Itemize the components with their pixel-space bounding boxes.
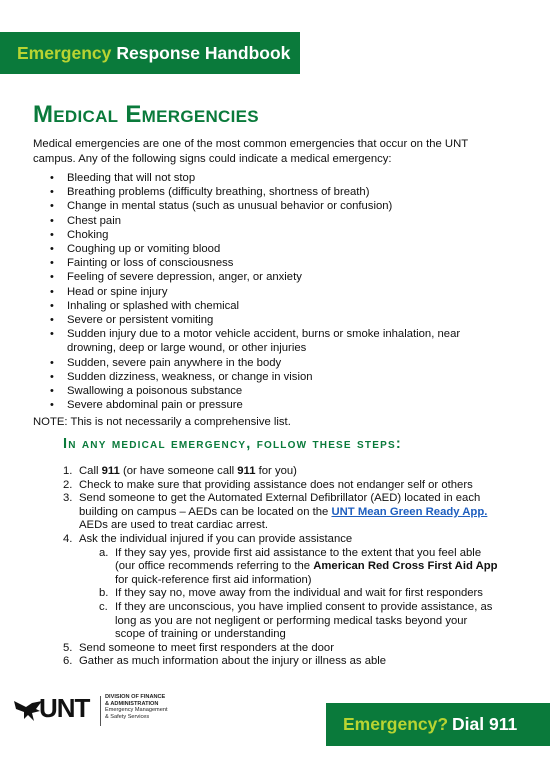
list-item: • Breathing problems (difficulty breathing, shortness of breath) [50, 185, 490, 199]
unt-wordmark: UNT [39, 693, 90, 723]
list-item: • Severe or persistent vomiting [50, 313, 490, 327]
note-text: NOTE: This is not necessarily a comprehensive list. [33, 416, 291, 428]
substep-item: c. If they are unconscious, you have implied consent to provide assistance, as long as you are not negligent or performing medical tasks beyond your scope of training or understanding [99, 600, 493, 641]
list-item: • Severe abdominal pain or pressure [50, 398, 490, 412]
signs-list [50, 171, 490, 412]
list-item: • Feeling of severe depression, anger, or anxiety [50, 270, 490, 284]
list-item: • Inhaling or splashed with chemical [50, 299, 490, 313]
list-item: • Coughing up or vomiting blood [50, 242, 490, 256]
page-title: Medical Emergencies [33, 101, 259, 128]
unt-logo [12, 691, 172, 731]
steps-heading: In any medical emergency, follow these steps: [63, 436, 402, 452]
list-item: • Change in mental status (such as unusual behavior or confusion) [50, 199, 490, 213]
step-item: 1. Call 911 (or have someone call 911 for you) [63, 465, 297, 477]
footer-highlight: Emergency? [343, 714, 449, 734]
step-item: 3. Send someone to get the Automated External Defibrillator (AED) located in each building on campus – AEDs can be located on the UNT Mean Green Ready App. AEDs are used to treat cardiac arrest. [63, 492, 488, 532]
substeps-list [79, 547, 500, 642]
footer-dial: Dial 911 [452, 714, 518, 734]
header-title: Response Handbook [116, 42, 291, 63]
list-item: • Choking [50, 228, 490, 242]
list-item: • Fainting or loss of consciousness [50, 256, 490, 270]
list-item: • Head or spine injury [50, 285, 490, 299]
list-item: • Sudden injury due to a motor vehicle accident, burns or smoke inhalation, near drowning, deep or large wound, or other injuries [50, 327, 490, 355]
list-item: • Sudden dizziness, weakness, or change in vision [50, 370, 490, 384]
logo-divider [100, 696, 101, 726]
list-item: • Sudden, severe pain anywhere in the body [50, 356, 490, 370]
list-item: • Chest pain [50, 214, 490, 228]
substep-item: b. If they say no, move away from the individual and wait for first responders [99, 587, 483, 600]
step-item: 5. Send someone to meet first responders at the door [63, 641, 334, 654]
footer-banner [326, 703, 550, 746]
step-item: 2. Check to make sure that providing assistance does not endanger self or others [63, 478, 473, 491]
header-highlight: Emergency [17, 42, 112, 63]
department-name: DIVISION OF FINANCE & ADMINISTRATION Emergency Management & Safety Services [105, 694, 168, 720]
list-item: • Swallowing a poisonous substance [50, 384, 490, 398]
step-item: 4. Ask the individual injured if you can provide assistance a. If they say yes, provide first aid assistance to the extent that you feel able (our office recommends referring to the American Red Cross First Aid App for quick-reference first aid information) b. If they say no, move away from the individual and wait for first responders c. If they are unconscious, you have implied consent to provide assistance, as long as you are not negligent or performing medical tasks beyond your scope of training or understanding [63, 533, 500, 642]
intro-paragraph: Medical emergencies are one of the most common emergencies that occur on the UNT campus. Any of the following signs could indicate a medical emergency: [33, 138, 468, 165]
header-banner [0, 32, 300, 74]
steps-list [63, 465, 500, 669]
list-item: • Bleeding that will not stop [50, 171, 490, 185]
step-item: 6. Gather as much information about the injury or illness as able [63, 655, 387, 668]
mean-green-ready-app-link[interactable]: UNT Mean Green Ready App. [331, 505, 488, 518]
substep-item: a. If they say yes, provide first aid assistance to the extent that you feel able (our office recommends referring to the American Red Cross First Aid App for quick-reference first aid information) [99, 546, 498, 586]
